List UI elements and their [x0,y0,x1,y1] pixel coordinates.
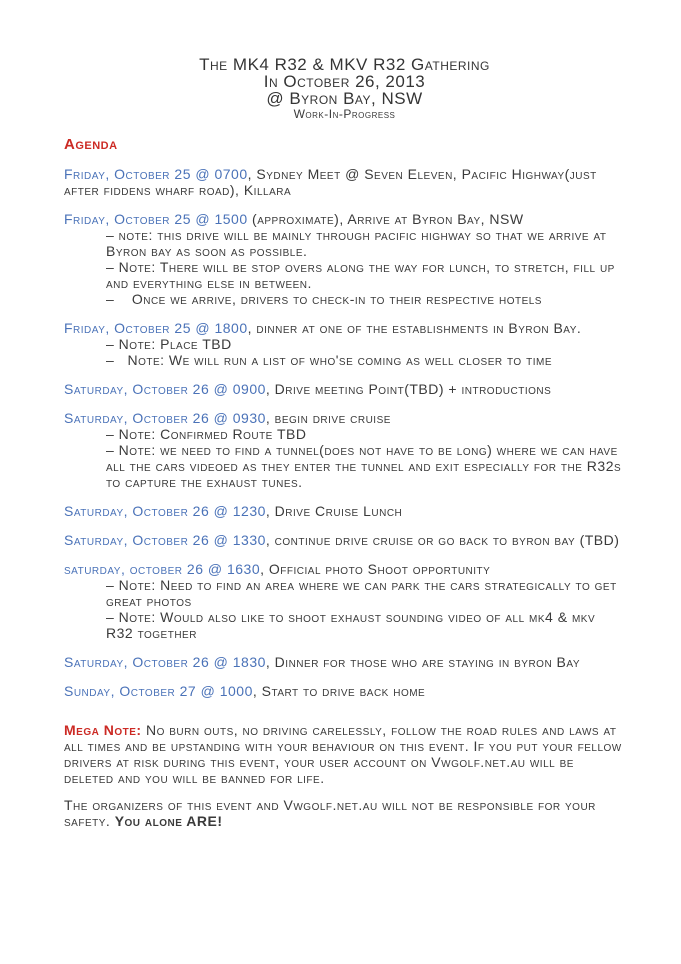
agenda-item-date: Saturday, October 26 @ 0930 [64,410,266,426]
agenda-item-note: – Note: Would also like to shoot exhaust sounding video of all mk4 & mkv R32 together [106,609,596,641]
agenda-item-heading [64,211,625,227]
disclaimer-text: The organizers of this event and Vwgolf.net.au will not be responsible for your safety. [64,797,596,829]
title-line-2: In October 26, 2013 [263,72,426,91]
title-line-1: The MK4 R32 & MKV R32 Gathering [199,55,490,74]
document-header [64,56,625,121]
agenda-item-date: Saturday, October 26 @ 1230 [64,503,266,519]
agenda-item-heading [64,166,625,198]
agenda-item-description: , Sydney Meet @ Seven Eleven, Pacific Highway(just after fiddens wharf road), Killara [64,166,597,198]
mega-note [64,722,625,786]
agenda-item-date: Saturday, October 26 @ 0900 [64,381,266,397]
agenda-item-note: – note: this drive will be mainly through pacific highway so that we arrive at Byron bay as soon as possible. [106,227,607,259]
agenda-item-description: , Dinner for those who are staying in byron Bay [265,654,580,670]
agenda-item-heading [64,410,625,426]
agenda-item-description: , continue drive cruise or go back to byron bay (TBD) [265,532,620,548]
work-in-progress-subtitle: Work-In-Progress [293,107,396,121]
agenda-item-note: – Note: we need to find a tunnel(does not have to be long) where we can have all the cars videoed as they enter the tunnel and exit especially for the R32s to capture the exhaust tunes. [106,442,622,490]
agenda-item [64,683,625,699]
agenda-item-description: , begin drive cruise [265,410,391,426]
agenda-item-description: , Official photo Shoot opportunity [260,561,491,577]
agenda-item-heading [64,532,625,548]
disclaimer [64,797,625,829]
agenda-item [64,532,625,548]
agenda-item [64,166,625,198]
agenda-list [64,166,625,699]
agenda-item-date: saturday, october 26 @ 1630 [64,561,261,577]
mega-note-text: No burn outs, no driving carelessly, follow the road rules and laws at all times and be upstanding with your behaviour on this event. If you put your fellow drivers at risk during this event, your user account on Vwgolf.net.au will be deleted and you will be banned for life. [64,722,622,786]
agenda-item-heading [64,561,625,577]
disclaimer-emphasis: You alone ARE! [114,813,223,829]
agenda-item [64,410,625,490]
agenda-item [64,320,625,368]
agenda-item-note: – Note: Confirmed Route TBD [106,426,307,442]
agenda-heading: Agenda [64,136,118,153]
agenda-item-note: – Note: Need to find an area where we can park the cars strategically to get great photos [106,577,617,609]
agenda-item-description: , Drive Cruise Lunch [265,503,403,519]
agenda-item-description: (approximate), Arrive at Byron Bay, NSW [247,211,524,227]
agenda-item-description: , Drive meeting Point(TBD) + introductions [265,381,552,397]
agenda-item-heading [64,654,625,670]
agenda-item-date: Saturday, October 26 @ 1830 [64,654,266,670]
agenda-item-date: Friday, October 25 @ 1800 [64,320,248,336]
agenda-item-date: Friday, October 25 @ 0700 [64,166,248,182]
agenda-item-heading [64,320,625,336]
agenda-item [64,654,625,670]
agenda-item-heading [64,381,625,397]
agenda-item-note: – Once we arrive, drivers to check-in to their respective hotels [106,291,542,307]
agenda-item [64,211,625,307]
agenda-item [64,381,625,397]
agenda-item-heading [64,683,625,699]
agenda-item-note: – Note: We will run a list of who'se coming as well closer to time [106,352,552,368]
agenda-item-note: – Note: Place TBD [106,336,232,352]
agenda-item [64,503,625,519]
agenda-item-heading [64,503,625,519]
agenda-item-date: Friday, October 25 @ 1500 [64,211,248,227]
agenda-item-date: Saturday, October 26 @ 1330 [64,532,266,548]
agenda-item-description: , dinner at one of the establishments in Byron Bay. [247,320,582,336]
title-line-3: @ Byron Bay, NSW [266,89,423,108]
mega-note-label: Mega Note: [64,722,142,738]
agenda-item [64,561,625,641]
agenda-item-description: , Start to drive back home [252,683,426,699]
agenda-item-note: – Note: There will be stop overs along the way for lunch, to stretch, fill up and everything else in between. [106,259,615,291]
agenda-item-date: Sunday, October 27 @ 1000 [64,683,253,699]
